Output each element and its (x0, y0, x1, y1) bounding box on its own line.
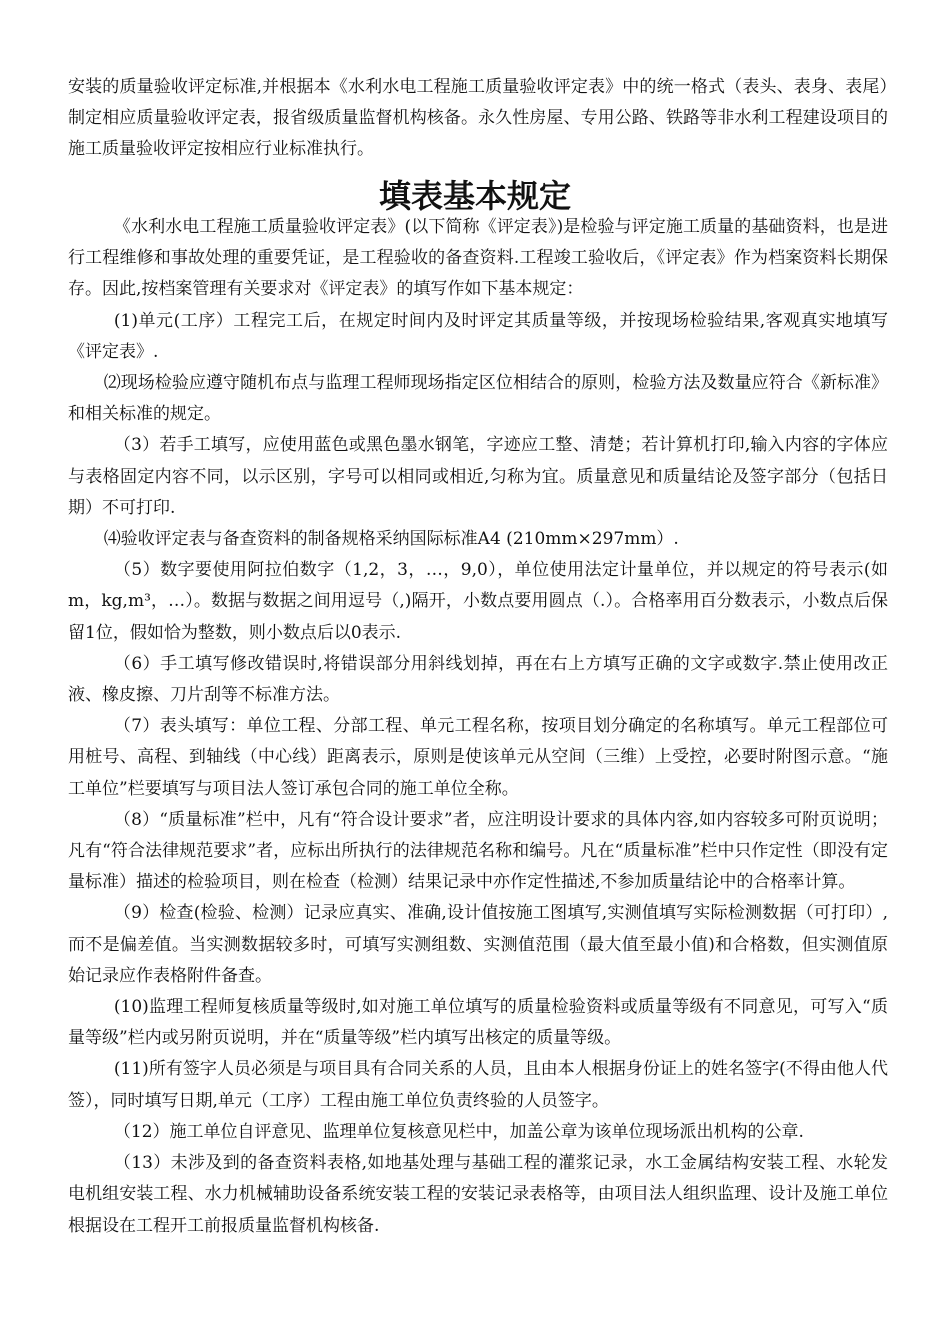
rule-item-9: （9）检查(检验、检测）记录应真实、准确,设计值按施工图填写,实测值填写实际检测数据（可打印）,而不是偏差值。当实测数据较多时，可填写实测组数、实测值范围（最大值至最小值)和合格数，但实测值原始记录应作表格附件备查。 (68, 903, 888, 986)
intro-section (68, 72, 888, 166)
rule-item-8: （8）“质量标准”栏中，凡有“符合设计要求”者，应注明设计要求的具体内容,如内容较多可附页说明；凡有“符合法律规范要求”者，应标出所执行的法律规范名称和编号。凡在“质量标准”栏中只作定性（即没有定量标准）描述的检验项目，则在检查（检测）结果记录中亦作定性描述,不参加质量结论中的合格率计算。 (68, 809, 888, 893)
section-title: 填表基本规定 (378, 177, 571, 215)
rules-section (68, 212, 888, 1242)
intro-paragraph: 安装的质量验收评定标准,并根据本《水利水电工程施工质量验收评定表》中的统一格式（表头、表身、表尾）制定相应质量验收评定表，报省级质量监督机构核备。永久性房屋、专用公路、铁路等非水利工程建设项目的施工质量验收评定按相应行业标准执行。 (68, 77, 888, 160)
rule-item-2: ⑵现场检验应遵守随机布点与监理工程师现场指定区位相结合的原则，检验方法及数量应符合《新标准》和相关标准的规定。 (68, 373, 888, 425)
rule-item-3: （3）若手工填写，应使用蓝色或黑色墨水钢笔，字迹应工整、清楚；若计算机打印,输入内容的字体应与表格固定内容不同，以示区别，字号可以相同或相近,匀称为宜。质量意见和质量结论及签字部分（包括日期）不可打印. (68, 435, 888, 518)
rule-item-7: （7）表头填写：单位工程、分部工程、单元工程名称，按项目划分确定的名称填写。单元工程部位可用桩号、高程、到轴线（中心线）距离表示，原则是使该单元从空间（三维）上受控，必要时附图示意。“施工单位”栏要填写与项目法人签订承包合同的施工单位全称。 (68, 716, 888, 799)
rule-item-12: （12）施工单位自评意见、监理单位复核意见栏中，加盖公章为该单位现场派出机构的公章. (113, 1121, 804, 1142)
rule-item-6: （6）手工填写修改错误时,将错误部分用斜线划掉，再在右上方填写正确的文字或数字.禁止使用改正液、橡皮擦、刀片刮等不标准方法。 (68, 653, 888, 706)
rule-item-13: （13）未涉及到的备查资料表格,如地基处理与基础工程的灌浆记录，水工金属结构安装工程、水轮发电机组安装工程、水力机械辅助设备系统安装工程的安装记录表格等，由项目法人组织监理、设计及施工单位根据设在工程开工前报质量监督机构核备. (68, 1153, 888, 1236)
rule-item-4: ⑷验收评定表与备查资料的制备规格采纳国际标准A4 (210mm×297mm）. (103, 529, 679, 550)
rule-item-10: (10)监理工程师复核质量等级时,如对施工单位填写的质量检验资料或质量等级有不同意见，可写入“质量等级”栏内或另附页说明，并在“质量等级”栏内填写出核定的质量等级。 (68, 997, 888, 1049)
rule-item-11: (11)所有签字人员必须是与项目具有合同关系的人员，且由本人根据身份证上的姓名签字(不得由他人代签），同时填写日期,单元（工序）工程由施工单位负责终验的人员签字。 (68, 1059, 888, 1111)
rules-preamble: 《水利水电工程施工质量验收评定表》(以下简称《评定表》)是检验与评定施工质量的基础资料，也是进行工程维修和事故处理的重要凭证，是工程验收的备查资料.工程竣工验收后，《评定表》作为档案资料长期保存。因此,按档案管理有关要求对《评定表》的填写作如下基本规定： (68, 217, 888, 300)
rule-item-5: （5）数字要使用阿拉伯数字（1,2，3，…，9,0），单位使用法定计量单位，并以规定的符号表示(如m，kg,m³，…）。数据与数据之间用逗号（,)隔开，小数点要用圆点（.）。合格率用百分数表示，小数点后保留1位，假如恰为整数，则小数点后以0表示. (68, 560, 888, 643)
rule-item-1: (1)单元(工序）工程完工后，在规定时间内及时评定其质量等级，并按现场检验结果,客观真实地填写《评定表》. (68, 310, 888, 362)
